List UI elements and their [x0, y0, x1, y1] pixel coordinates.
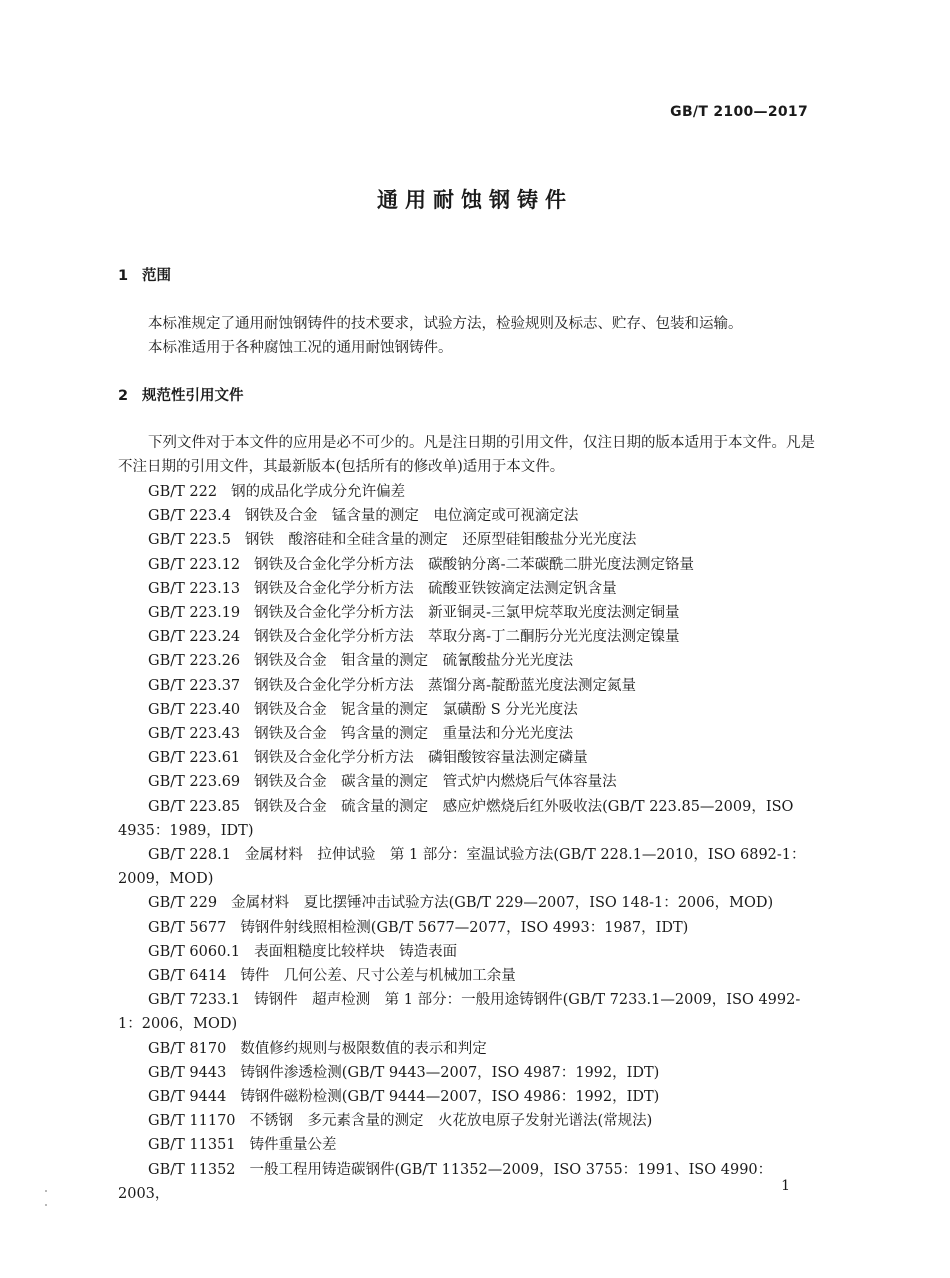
reference-code: GB/T 9444 [148, 1089, 227, 1106]
reference-code: GB/T 7233.1 [148, 992, 241, 1009]
reference-item [118, 528, 818, 552]
document-title: 通用耐蚀钢铸件 [377, 188, 573, 212]
page-number: 1 [781, 1178, 790, 1194]
reference-title: 数值修约规则与极限数值的表示和判定 [240, 1040, 487, 1057]
reference-title: 钢铁及合金 钨含量的测定 重量法和分光光度法 [254, 726, 574, 743]
section-number: 1 [118, 268, 129, 284]
reference-item [118, 722, 818, 746]
reference-title: 钢铁及合金化学分析方法 萃取分离-丁二酮肟分光光度法测定镍量 [254, 629, 680, 646]
reference-item [118, 504, 818, 528]
section-1-heading [118, 264, 171, 285]
reference-code: GB/T 223.85 [148, 798, 241, 815]
reference-code: GB/T 223.12 [148, 556, 241, 573]
reference-code: GB/T 6414 [148, 968, 227, 985]
reference-code: GB/T 223.4 [148, 508, 231, 525]
reference-list [118, 480, 818, 1206]
reference-code: GB/T 223.61 [148, 750, 241, 767]
reference-title: 铸钢件 超声检测 第 1 部分：一般用途铸钢件(GB/T 7233.1—2009，ISO 4992-1：2006，MOD) [118, 992, 801, 1033]
reference-item [118, 1061, 818, 1085]
reference-code: GB/T 11170 [148, 1113, 236, 1130]
reference-code: GB/T 223.40 [148, 701, 241, 718]
standard-number: GB/T 2100—2017 [670, 104, 808, 120]
reference-code: GB/T 223.37 [148, 677, 241, 694]
reference-title: 一般工程用铸造碳钢件(GB/T 11352—2009，ISO 3755：1991、ISO 4990：2003， [118, 1161, 773, 1202]
reference-code: GB/T 229 [148, 895, 218, 912]
reference-title: 钢铁及合金化学分析方法 新亚铜灵-三氯甲烷萃取光度法测定铜量 [254, 605, 680, 622]
reference-code: GB/T 222 [148, 484, 218, 500]
reference-code: GB/T 223.19 [148, 605, 241, 622]
reference-title: 金属材料 夏比摆锤冲击试验方法(GB/T 229—2007，ISO 148-1：2006，MOD) [231, 895, 774, 912]
reference-title: 钢铁及合金 铌含量的测定 氯磺酚 S 分光光度法 [254, 701, 578, 718]
reference-title: 钢的成品化学成分允许偏差 [231, 484, 406, 500]
reference-item [118, 940, 818, 964]
reference-title: 钢铁及合金 锰含量的测定 电位滴定或可视滴定法 [244, 508, 579, 525]
reference-title: 钢铁 酸溶硅和全硅含量的测定 还原型硅钼酸盐分光光度法 [244, 532, 637, 549]
reference-title: 钢铁及合金 硫含量的测定 感应炉燃烧后红外吸收法(GB/T 223.85—2009，ISO 4935：1989，IDT) [118, 798, 794, 839]
reference-code: GB/T 223.26 [148, 653, 241, 670]
reference-item [118, 698, 818, 722]
reference-item [118, 916, 818, 940]
reference-item [118, 746, 818, 770]
reference-code: GB/T 228.1 [148, 847, 231, 864]
reference-title: 铸件重量公差 [249, 1137, 337, 1154]
reference-item [118, 601, 818, 625]
section-1-paragraph: 本标准适用于各种腐蚀工况的通用耐蚀钢铸件。 [148, 340, 453, 356]
section-title: 范围 [142, 268, 171, 284]
scan-speck [45, 1190, 47, 1192]
section-title: 规范性引用文件 [142, 388, 244, 404]
reference-title: 不锈钢 多元素含量的测定 火花放电原子发射光谱法(常规法) [249, 1113, 653, 1130]
reference-title: 钢铁及合金 钼含量的测定 硫氰酸盐分光光度法 [254, 653, 574, 670]
reference-code: GB/T 9443 [148, 1064, 227, 1081]
reference-item [118, 649, 818, 673]
reference-title: 钢铁及合金化学分析方法 硫酸亚铁铵滴定法测定钒含量 [254, 580, 617, 597]
reference-code: GB/T 223.24 [148, 629, 241, 646]
reference-title: 金属材料 拉伸试验 第 1 部分：室温试验方法(GB/T 228.1—2010，ISO 6892-1：2009，MOD) [118, 847, 806, 888]
reference-title: 铸件 几何公差、尺寸公差与机械加工余量 [240, 968, 516, 985]
reference-item [118, 795, 818, 843]
section-2-intro: 下列文件对于本文件的应用是必不可少的。凡是注日期的引用文件，仅注日期的版本适用于本文件。凡是不注日期的引用文件，其最新版本(包括所有的修改单)适用于本文件。 [118, 435, 815, 476]
reference-item [118, 1133, 818, 1157]
reference-item [118, 1158, 818, 1206]
section-number: 2 [118, 388, 129, 404]
reference-code: GB/T 223.69 [148, 774, 241, 791]
reference-code: GB/T 223.13 [148, 580, 241, 597]
reference-item [118, 964, 818, 988]
reference-item [118, 1037, 818, 1061]
reference-title: 钢铁及合金 碳含量的测定 管式炉内燃烧后气体容量法 [254, 774, 617, 791]
reference-item [118, 843, 818, 891]
reference-item [118, 553, 818, 577]
reference-item [118, 891, 818, 915]
reference-item [118, 625, 818, 649]
reference-code: GB/T 8170 [148, 1040, 227, 1057]
reference-title: 铸钢件射线照相检测(GB/T 5677—2077，ISO 4993：1987，IDT) [240, 919, 689, 936]
reference-item [118, 1085, 818, 1109]
reference-item [118, 577, 818, 601]
reference-code: GB/T 6060.1 [148, 943, 241, 960]
reference-code: GB/T 5677 [148, 919, 227, 936]
reference-code: GB/T 223.5 [148, 532, 231, 549]
reference-item [118, 674, 818, 698]
reference-title: 铸钢件渗透检测(GB/T 9443—2007，ISO 4987：1992，IDT) [240, 1064, 660, 1081]
reference-item [118, 1109, 818, 1133]
reference-code: GB/T 223.43 [148, 726, 241, 743]
reference-code: GB/T 11351 [148, 1137, 236, 1154]
reference-title: 表面粗糙度比较样块 铸造表面 [254, 943, 458, 960]
reference-title: 铸钢件磁粉检测(GB/T 9444—2007，ISO 4986：1992，IDT) [240, 1089, 660, 1106]
reference-title: 钢铁及合金化学分析方法 蒸馏分离-靛酚蓝光度法测定氮量 [254, 677, 637, 694]
reference-item [118, 988, 818, 1036]
reference-item [118, 770, 818, 794]
reference-title: 钢铁及合金化学分析方法 碳酸钠分离-二苯碳酰二肼光度法测定铬量 [254, 556, 695, 573]
scan-speck [45, 1204, 47, 1206]
section-2-heading [118, 384, 244, 405]
reference-item [118, 480, 818, 504]
reference-code: GB/T 11352 [148, 1161, 236, 1178]
section-1-paragraph: 本标准规定了通用耐蚀钢铸件的技术要求，试验方法，检验规则及标志、贮存、包装和运输。 [148, 316, 743, 332]
reference-title: 钢铁及合金化学分析方法 磷钼酸铵容量法测定磷量 [254, 750, 588, 767]
